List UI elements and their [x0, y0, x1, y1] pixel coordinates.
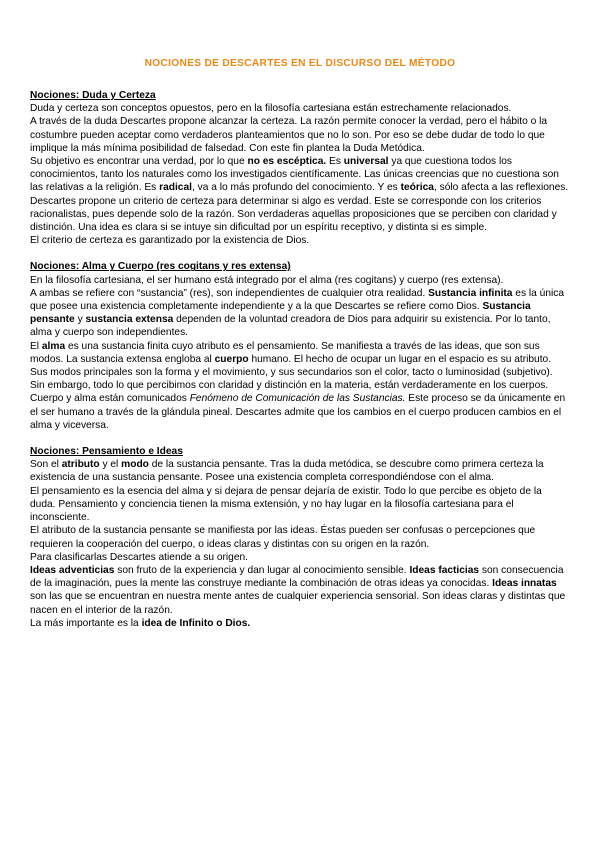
paragraph	[30, 551, 570, 564]
paragraph	[30, 340, 570, 393]
bold-term: Ideas innatas	[492, 578, 557, 590]
text-run: Duda y certeza son conceptos opuestos, pero en la filosofía cartesiana están estrechamente relacionados.	[30, 103, 512, 115]
text-run: ya que cuestiona todos los conocimientos, tanto los naturales como los investigados científicamente. Las únicas creencias que no cuestiona son las relativas a la religión. Es	[30, 156, 559, 194]
section-heading: Nociones: Duda y Certeza	[30, 90, 156, 101]
text-run: son consecuencia de la imaginación, pues la mente las construye mediante la combinación de otras ideas ya conocidas.	[30, 564, 564, 590]
text-run: son las que se encuentran en nuestra mente antes de cualquier experiencia sensorial. Son ideas claras y distintas que nacen en el interior de la razón.	[30, 591, 566, 616]
bold-term: modo	[121, 459, 149, 471]
paragraph	[30, 287, 570, 340]
bold-term: Sustancia pensante	[30, 301, 531, 326]
text-run: Es	[326, 156, 344, 168]
bold-term: no es escéptica.	[247, 156, 327, 168]
paragraph	[30, 485, 570, 525]
text-run: , sólo afecta a las reflexiones.	[433, 182, 569, 194]
text-run: humano. El hecho de ocupar un lugar en el espacio es su atributo. Sus modos principales son la forma y el movimiento, y sus secundarios son el color, tacto o luminosidad (subjetivo). Sin embargo, todo lo que percibimos con claridad y distinción en la materia, están verdaderamente en los cuerpos.	[30, 353, 553, 392]
paragraph	[30, 458, 570, 484]
section-pensamiento-ideas	[30, 445, 570, 630]
text-run: Para clasificarlas Descartes atiende a su origen.	[30, 551, 249, 563]
italic-term: Fenómeno de Comunicación de las Sustancias.	[189, 393, 406, 405]
text-run: El atributo de la sustancia pensante se manifiesta por las ideas. Éstas pueden ser confusas o percepciones que requieren la cooperación del cuerpo, o ideas claras y distintas con su origen en la razón.	[30, 525, 536, 550]
text-run: y	[74, 314, 86, 326]
paragraph	[30, 195, 570, 235]
section-heading: Nociones: Pensamiento e Ideas	[30, 446, 183, 458]
bold-term: Ideas adventicias	[30, 564, 115, 576]
bold-term: alma	[41, 340, 66, 352]
text-run: son fruto de la experiencia y dan lugar al conocimiento sensible.	[114, 564, 410, 576]
text-run: A ambas se refiere con “sustancia” (res), son independientes de cualquier otra realidad.	[30, 287, 429, 299]
bold-term: Sustancia infinita	[428, 287, 513, 299]
text-run: Descartes propone un criterio de certeza para determinar si algo es verdad. Este se corresponde con los criterios racionalistas, pues depende solo de la razón. Son verdaderas aquellas proposiciones que se perciben con claridad y distinción. Una idea es clara si se intuye sin dificultad por un espíritu receptivo, y distinta si es simple.	[30, 195, 557, 234]
text-run: es una sustancia finita cuyo atributo es el pensamiento. Se manifiesta a través de las ideas, que son sus modos. La sustancia extensa engloba al	[30, 340, 540, 365]
text-run: y el	[99, 459, 122, 471]
paragraph	[30, 115, 570, 155]
text-run: , va a lo más profundo del conocimiento. Y es	[191, 182, 401, 194]
document-title: NOCIONES DE DESCARTES EN EL DISCURSO DEL MÉTODO	[144, 58, 456, 69]
text-run: La más importante es la	[30, 617, 142, 629]
text-run: Su objetivo es encontrar una verdad, por lo que	[30, 156, 248, 168]
section-duda-certeza	[30, 89, 570, 247]
paragraph	[30, 617, 570, 630]
section-alma-cuerpo	[30, 260, 570, 432]
paragraph	[30, 564, 570, 617]
bold-term: idea de Infinito o Dios.	[141, 617, 251, 629]
bold-term: sustancia extensa	[85, 314, 174, 326]
text-run: En la filosofía cartesiana, el ser humano está integrado por el alma (res cogitans) y cuerpo (res extensa).	[30, 274, 504, 286]
paragraph	[30, 392, 570, 432]
text-run: de la sustancia pensante. Tras la duda metódica, se descubre como primera certeza la existencia de una sustancia pensante. Posee una existencia completa correspondiéndose con el alma.	[30, 459, 544, 484]
bold-term: radical	[159, 182, 192, 194]
text-run: A través de la duda Descartes propone alcanzar la certeza. La razón permite conocer la verdad, pero el hábito o la costumbre pueden aceptar como verdaderos planteamientos que no lo son. Por eso se debe dudar de todo lo que implique la más mínima posibilidad de falsedad. Con este fin plantea la Duda Metódica.	[30, 116, 548, 154]
bold-term: Ideas facticias	[409, 564, 480, 576]
text-run: Este proceso se da únicamente en el ser humano a través de la glándula pineal. Descartes admite que los cambios en el cuerpo producen cambios en el alma y viceversa.	[30, 393, 566, 431]
paragraph	[30, 155, 570, 195]
paragraph	[30, 524, 570, 550]
bold-term: teórica	[400, 182, 434, 194]
text-run: El	[30, 340, 42, 352]
bold-term: atributo	[61, 459, 100, 471]
text-run: es la única que posee una existencia completamente independiente y a la que Descartes se refiere como Dios.	[30, 287, 565, 313]
bold-term: universal	[343, 156, 389, 168]
bold-term: cuerpo	[214, 353, 249, 365]
text-run: Cuerpo y alma están comunicados	[30, 393, 190, 405]
section-heading: Nociones: Alma y Cuerpo (res cogitans y res extensa)	[30, 261, 291, 273]
paragraph	[30, 102, 570, 115]
text-run: El pensamiento es la esencia del alma y si dejara de pensar dejaría de existir. Todo lo que percibe es objeto de la duda. Pensamiento y conciencia tienen la misma extensión, y no hay lugar en la filosofía cartesiana para el inconsciente.	[30, 485, 542, 524]
text-run: El criterio de certeza es garantizado por la existencia de Dios.	[30, 235, 310, 247]
text-run: Son el	[30, 459, 62, 471]
text-run: dependen de la voluntad creadora de Dios para adquirir su existencia. Por lo tanto, alma y cuerpo son independientes.	[30, 314, 551, 339]
paragraph	[30, 274, 570, 287]
paragraph	[30, 234, 570, 247]
